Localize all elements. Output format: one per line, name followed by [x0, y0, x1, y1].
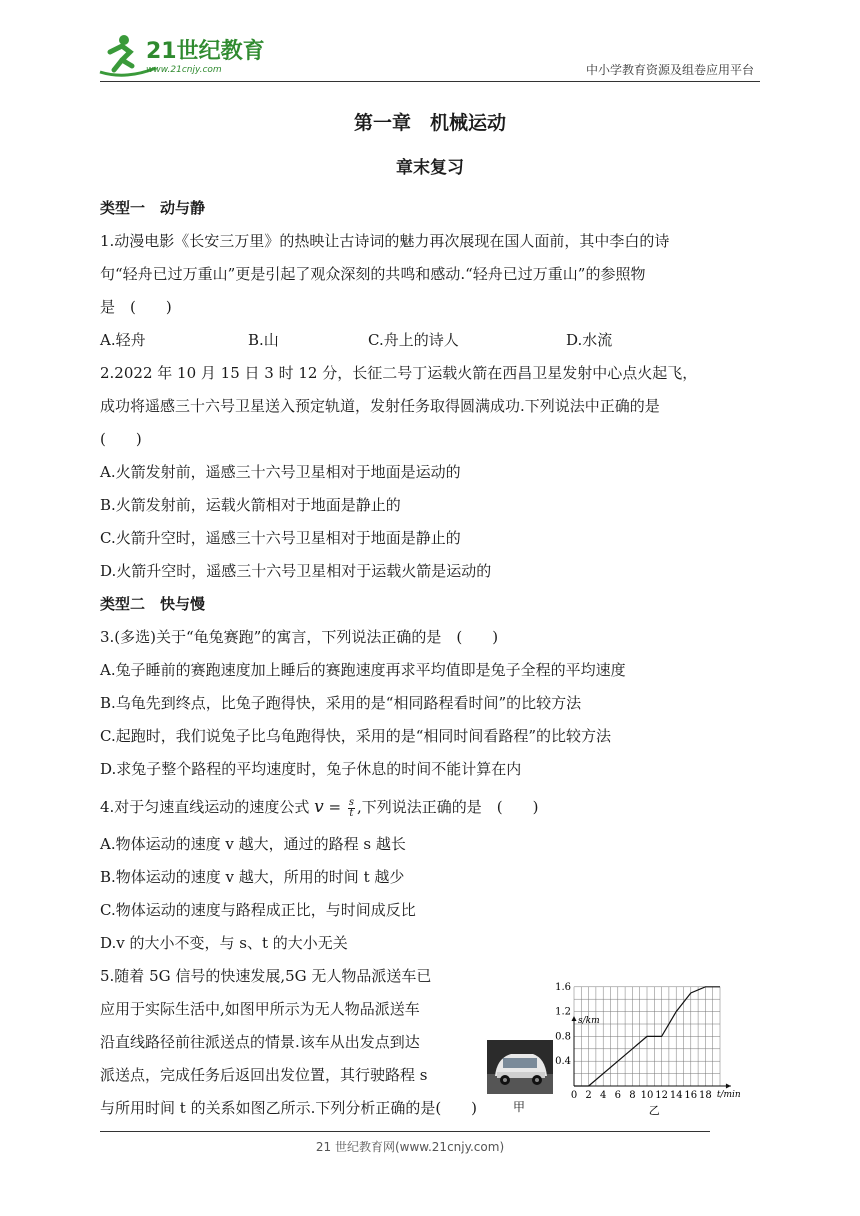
q4-formula-eq: =	[323, 798, 346, 816]
q5-line-4: 派送点，完成任务后返回出发位置，其行驶路程 s	[100, 1066, 428, 1084]
x-tick-label: 10	[640, 1090, 654, 1101]
section-title: 章末复习	[396, 158, 464, 178]
q5-line-2: 应用于实际生活中,如图甲所示为无人物品派送车	[100, 1000, 420, 1018]
q4-option-a: A.物体运动的速度 v 越大，通过的路程 s 越长	[100, 835, 406, 853]
x-tick-label: 0	[570, 1090, 578, 1101]
q4-option-b: B.物体运动的速度 v 越大，所用的时间 t 越少	[100, 868, 405, 886]
q1-options	[100, 324, 760, 357]
q1-line-1: 1.动漫电影《长安三万里》的热映让古诗词的魅力再次展现在国人面前，其中李白的诗	[100, 232, 670, 250]
q2-option-c: C.火箭升空时，遥感三十六号卫星相对于地面是静止的	[100, 529, 461, 547]
y-axis-arrow	[572, 1016, 577, 1021]
x-tick-label: 6	[614, 1090, 621, 1101]
distance-time-chart	[548, 981, 758, 1126]
x-tick-label: 12	[655, 1090, 668, 1101]
q1-option-a: A.轻舟	[100, 331, 146, 349]
q3-line-1: 3.(多选)关于“龟兔赛跑”的寓言，下列说法正确的是 ( )	[100, 628, 499, 646]
q1-option-c: C.舟上的诗人	[368, 331, 459, 349]
footer-text: 21 世纪教育网(www.21cnjy.com)	[315, 1140, 505, 1154]
q4-option-d: D.v 的大小不变，与 s、t 的大小无关	[100, 934, 348, 952]
x-tick-label: 2	[585, 1090, 592, 1101]
q3-option-a: A.兔子睡前的赛跑速度加上睡后的赛跑速度再求平均值即是兔子全程的平均速度	[100, 661, 626, 679]
svg-text:www.21cnjy.com: www.21cnjy.com	[146, 65, 222, 75]
y-tick-label: 0.4	[555, 1056, 571, 1068]
q4-stem	[100, 786, 760, 828]
y-tick-label: 1.6	[555, 981, 571, 993]
q2-line-1: 2.2022 年 10 月 15 日 3 时 12 分，长征二号丁运载火箭在西昌卫星发射中心点火起飞，	[100, 364, 698, 382]
x-tick-label: 16	[684, 1090, 698, 1101]
x-tick-label: 4	[600, 1090, 607, 1101]
q2-option-d: D.火箭升空时，遥感三十六号卫星相对于运载火箭是运动的	[100, 562, 492, 580]
q1-option-d: D.水流	[566, 331, 613, 349]
q4-formula-v: v	[314, 797, 324, 817]
chart-caption: 乙	[648, 1104, 660, 1117]
x-tick-label: 18	[699, 1090, 712, 1101]
q4-prefix: 4.对于匀速直线运动的速度公式	[100, 798, 315, 816]
q5-line-3: 沿直线路径前往派送点的情景.该车从出发点到达	[100, 1033, 420, 1051]
site-logo	[96, 30, 266, 80]
q3-option-c: C.起跑时，我们说兔子比乌龟跑得快，采用的是“相同时间看路程”的比较方法	[100, 727, 612, 745]
figure-a-label: 甲	[513, 1100, 526, 1114]
q1-option-b: B.山	[248, 331, 279, 349]
y-tick-label: 0.8	[555, 1031, 571, 1043]
q3-option-d: D.求兔子整个路程的平均速度时，兔子休息的时间不能计算在内	[100, 760, 522, 778]
q3-option-b: B.乌龟先到终点，比兔子跑得快，采用的是“相同路程看时间”的比较方法	[100, 694, 582, 712]
q2-line-2: 成功将遥感三十六号卫星送入预定轨道，发射任务取得圆满成功.下列说法中正确的是	[100, 397, 660, 415]
x-axis-arrow	[726, 1084, 731, 1089]
y-tick-label: 1.2	[555, 1006, 571, 1018]
q4-suffix: ,下列说法正确的是 ( )	[356, 798, 539, 816]
q5-line-1: 5.随着 5G 信号的快速发展,5G 无人物品派送车已	[100, 967, 432, 985]
q4-formula-den: t	[349, 807, 354, 819]
question-content	[100, 192, 760, 1125]
header-platform-text: 中小学教育资源及组卷应用平台	[585, 63, 754, 77]
q2-option-a: A.火箭发射前，遥感三十六号卫星相对于地面是运动的	[100, 463, 461, 481]
q5-line-5: 与所用时间 t 的关系如图乙所示.下列分析正确的是( )	[100, 1099, 478, 1117]
footer-divider	[100, 1131, 710, 1132]
type-heading-2: 类型二 快与慢	[100, 595, 206, 613]
svg-text:21世纪教育: 21世纪教育	[146, 39, 265, 64]
q1-line-3: 是 ( )	[100, 298, 172, 316]
q1-line-2: 句“轻舟已过万重山”更是引起了观众深刻的共鸣和感动.“轻舟已过万重山”的参照物	[100, 265, 646, 283]
q4-formula-num: s	[348, 796, 354, 808]
x-axis-label: t/min	[716, 1090, 741, 1100]
header-divider	[100, 81, 760, 82]
delivery-vehicle-image	[487, 1040, 553, 1094]
chapter-title: 第一章 机械运动	[353, 112, 506, 134]
q2-option-b: B.火箭发射前，运载火箭相对于地面是静止的	[100, 496, 401, 514]
q2-line-3: ( )	[100, 430, 142, 448]
y-axis-label: s/km	[578, 1016, 600, 1026]
q4-formula-fraction	[348, 798, 355, 819]
x-tick-label: 14	[669, 1090, 683, 1101]
type-heading-1: 类型一 动与静	[100, 199, 206, 217]
q4-option-c: C.物体运动的速度与路程成正比，与时间成反比	[100, 901, 416, 919]
x-tick-label: 8	[629, 1090, 636, 1101]
